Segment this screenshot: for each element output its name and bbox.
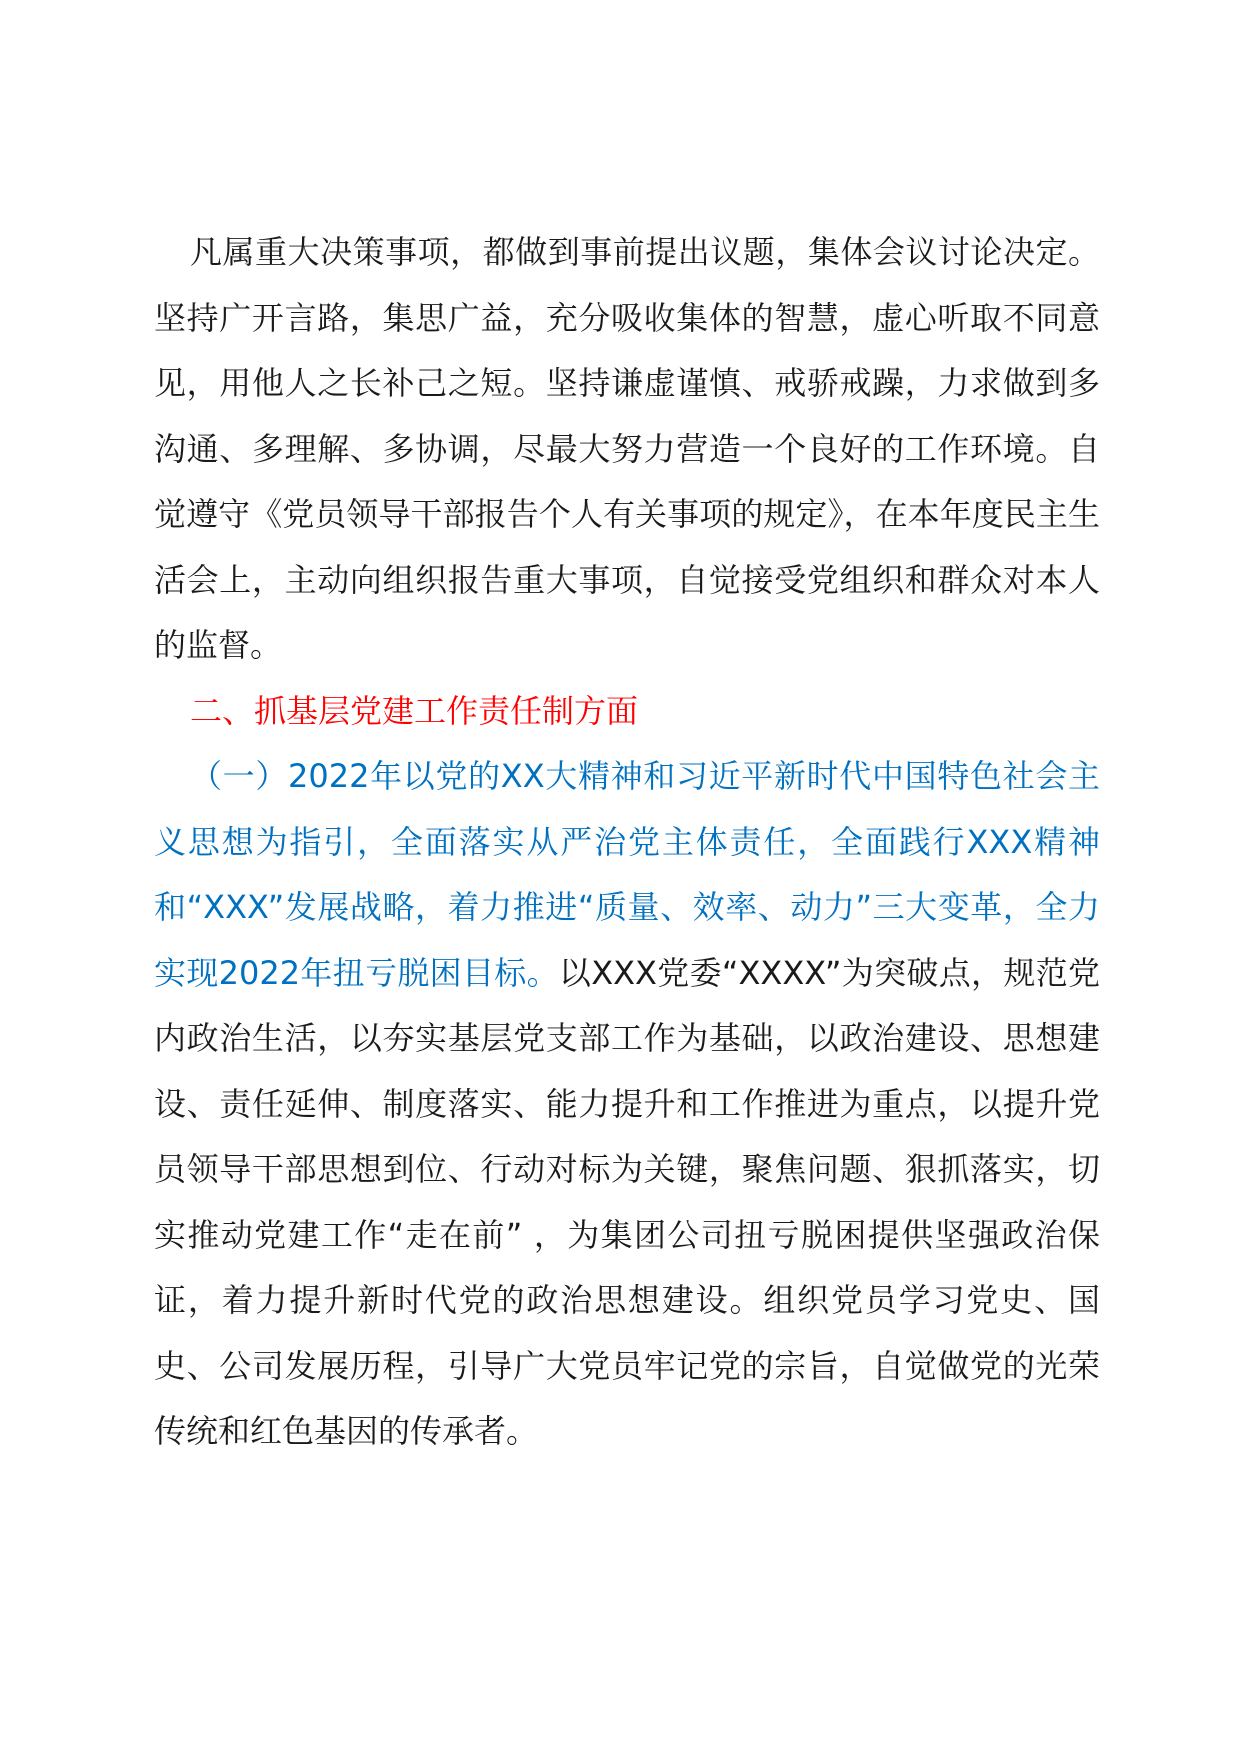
paragraph-text: 凡属重大决策事项，都做到事前提出议题，集体会议讨论决定。坚持广开言路，集思广益，充分吸收集体的智慧，虚心听取不同意见，用他人之长补己之短。坚持谦虚谨慎、戒骄戒躁，力求做到多沟通、多理解、多协调，尽最大努力营造一个良好的工作环境。自觉遵守《党员领导干部报告个人有关事项的规定》，在本年度民主生活会上，主动向组织报告重大事项，自觉接受党组织和群众对本人的监督。: [154, 233, 1100, 664]
section-heading: [154, 679, 1100, 745]
section-heading-text: 二、抓基层党建工作责任制方面: [190, 691, 639, 730]
paragraph-text: 以XXX党委“XXXX”为突破点，规范党内政治生活，以夯实基层党支部工作为基础，以政治建设、思想建设、责任延伸、制度落实、能力提升和工作推进为重点，以提升党员领导干部思想到位、行动对标为关键，聚焦问题、狠抓落实，切实推动党建工作“走在前” ，为集团公司扭亏脱困提供坚强政治保证，着力提升新时代党的政治思想建设。组织党员学习党史、国史、公司发展历程，引导广大党员牢记党的宗旨，自觉做党的光荣传统和红色基因的传承者。: [154, 953, 1100, 1450]
highlighted-text: （一）2022年以党的XX大精神和习近平新时代中国特色社会主义思想为指引，全面落实从严治党主体责任，全面践行XXX精神和“XXX”发展战略，着力推进“质量、效率、动力”三大变革，全力实现2022年扭亏脱困目标。: [154, 757, 1100, 992]
document-body: [154, 220, 1100, 1465]
paragraph-decision-making: [154, 220, 1100, 679]
paragraph-party-building: [154, 744, 1100, 1465]
